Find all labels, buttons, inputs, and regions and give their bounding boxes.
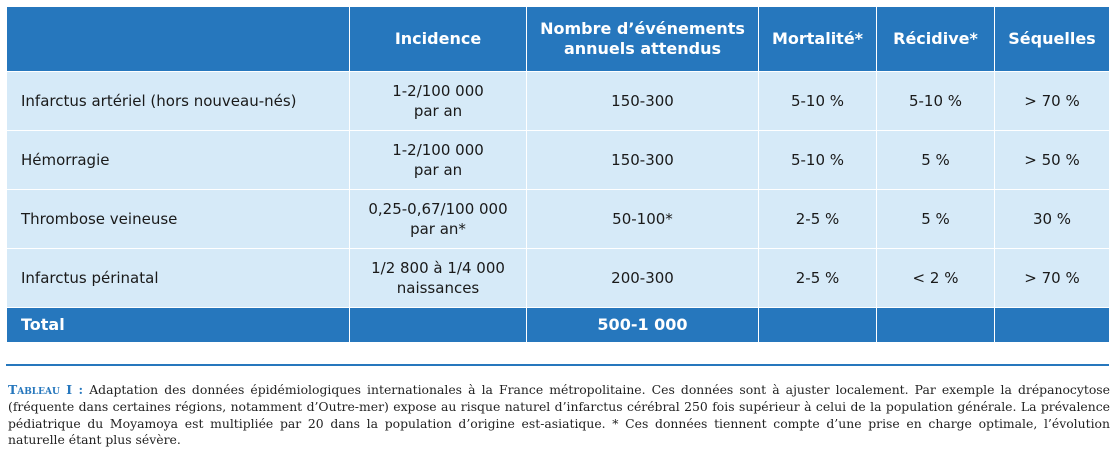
total-empty-cell — [350, 308, 527, 343]
header-evenements-line1: Nombre d’événements — [540, 19, 745, 38]
header-sequelles — [995, 7, 1110, 72]
cell-incidence — [350, 190, 527, 249]
header-evenements-line2: annuels attendus — [563, 39, 722, 58]
total-label: Total — [7, 308, 350, 343]
cell-sequelles: > 50 % — [995, 131, 1110, 190]
header-incidence-text: Incidence — [394, 29, 482, 48]
row-label: Infarctus périnatal — [7, 249, 350, 308]
cell-evenements: 150-300 — [527, 131, 759, 190]
table-caption — [8, 382, 1110, 448]
cell-recidive: 5 % — [877, 190, 995, 249]
caption-divider — [6, 364, 1109, 366]
table-row — [7, 72, 1110, 131]
cell-mortalite: 5-10 % — [759, 72, 877, 131]
cell-incidence-line1: 1/2 800 à 1/4 000 — [371, 259, 505, 277]
header-recidive — [877, 7, 995, 72]
total-row — [7, 308, 1110, 343]
cell-incidence — [350, 131, 527, 190]
caption-label: Tableau I : — [8, 382, 84, 398]
header-evenements — [527, 7, 759, 72]
header-empty-cell — [7, 7, 350, 72]
header-recidive-text: Récidive* — [893, 29, 978, 48]
table-row — [7, 131, 1110, 190]
header-mortalite-text: Mortalité* — [771, 29, 864, 48]
table-row — [7, 190, 1110, 249]
cell-recidive: < 2 % — [877, 249, 995, 308]
header-mortalite — [759, 7, 877, 72]
cell-incidence-line2: par an — [413, 102, 463, 120]
cell-incidence-line2: par an — [413, 161, 463, 179]
table-row — [7, 249, 1110, 308]
table-header-row — [7, 7, 1110, 72]
total-empty-cell — [759, 308, 877, 343]
cell-sequelles: > 70 % — [995, 72, 1110, 131]
cell-recidive: 5-10 % — [877, 72, 995, 131]
header-incidence — [350, 7, 527, 72]
total-empty-cell — [877, 308, 995, 343]
row-label: Hémorragie — [7, 131, 350, 190]
cell-mortalite: 5-10 % — [759, 131, 877, 190]
row-label: Infarctus artériel (hors nouveau-nés) — [7, 72, 350, 131]
cell-sequelles: > 70 % — [995, 249, 1110, 308]
cell-incidence-line1: 1-2/100 000 — [392, 141, 484, 159]
cell-incidence-line2: naissances — [396, 279, 480, 297]
cell-evenements: 150-300 — [527, 72, 759, 131]
cell-evenements: 50-100* — [527, 190, 759, 249]
row-label: Thrombose veineuse — [7, 190, 350, 249]
epidemiology-table-wrapper — [6, 6, 1109, 343]
cell-incidence-line1: 0,25-0,67/100 000 — [368, 200, 508, 218]
caption-text: Adaptation des données épidémiologiques internationales à la France métropolitaine. Ces données sont à ajuster localement. Par exemple la drépanocytose (fréquente dans certaines régions, notamment d’Outre-mer) expose au risque naturel d’infarctus cérébral 250 fois supérieur à celui de la population générale. La prévalence pédiatrique du Moyamoya est multipliée par 20 dans la population d’origine est-asiatique. * Ces données tiennent compte d’une prise en charge optimale, l’évolution naturelle étant plus sévère. — [8, 382, 1110, 448]
cell-incidence — [350, 72, 527, 131]
cell-incidence-line2: par an* — [410, 220, 466, 238]
header-sequelles-text: Séquelles — [1008, 29, 1096, 48]
cell-sequelles: 30 % — [995, 190, 1110, 249]
cell-mortalite: 2-5 % — [759, 249, 877, 308]
total-empty-cell — [995, 308, 1110, 343]
total-evenements: 500-1 000 — [527, 308, 759, 343]
cell-mortalite: 2-5 % — [759, 190, 877, 249]
epidemiology-table — [6, 6, 1110, 343]
cell-incidence-line1: 1-2/100 000 — [392, 82, 484, 100]
cell-incidence — [350, 249, 527, 308]
cell-evenements: 200-300 — [527, 249, 759, 308]
cell-recidive: 5 % — [877, 131, 995, 190]
